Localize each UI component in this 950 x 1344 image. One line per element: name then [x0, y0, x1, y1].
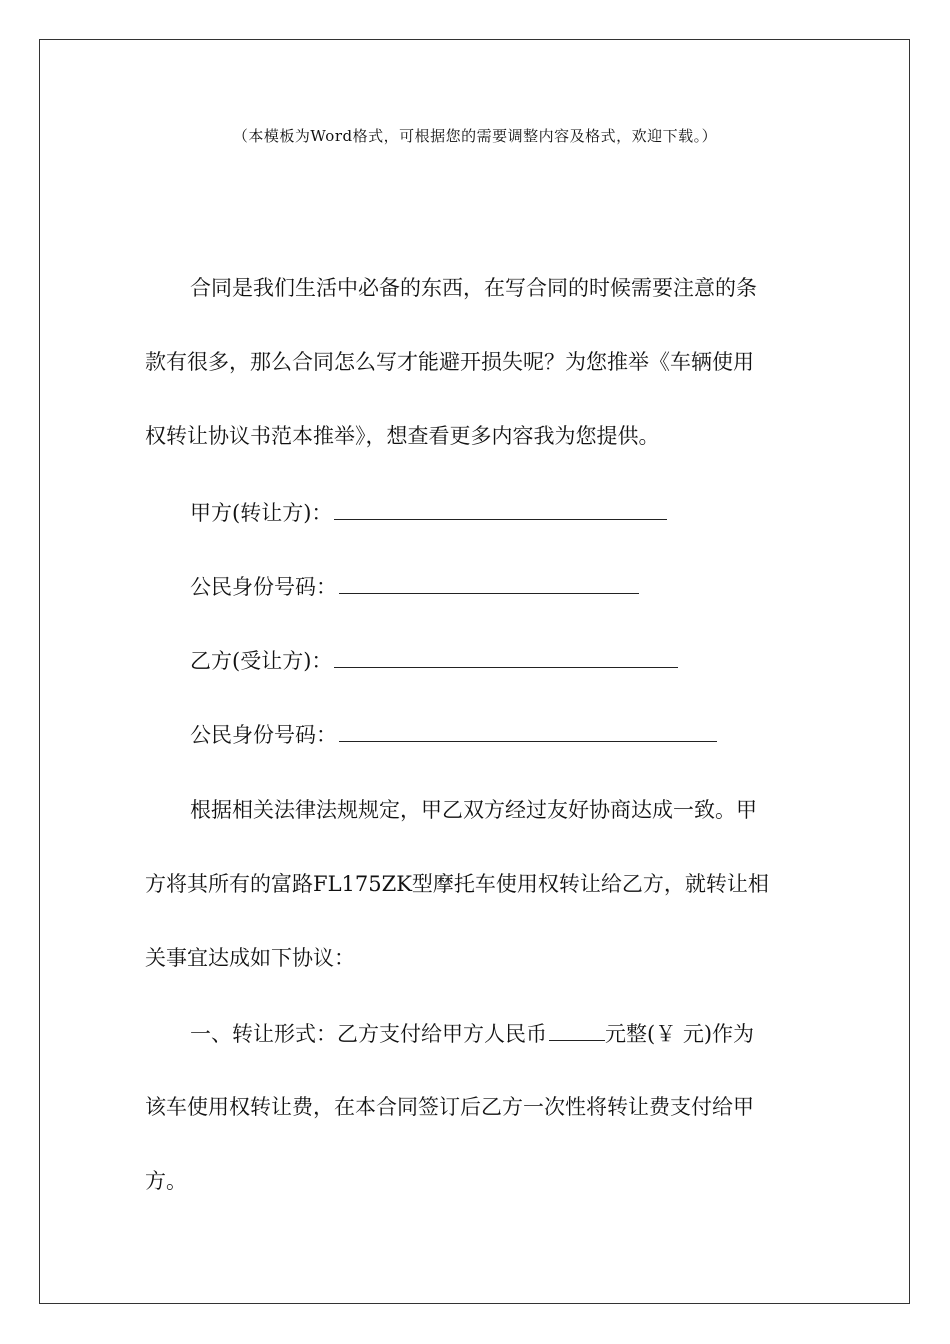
- clause-1-line-2: 该车使用权转让费，在本合同签订后乙方一次性将转让费支付给甲: [145, 1095, 754, 1119]
- intro-line-3: 权转让协议书范本推举》，想查看更多内容我为您提供。: [145, 424, 660, 448]
- party-a-label: 甲方(转让方)：: [190, 501, 333, 525]
- party-b-id-blank[interactable]: [339, 719, 717, 742]
- clause-1-pre: 一、转让形式：乙方支付给甲方人民币: [190, 1022, 547, 1046]
- agreement-line-3: 关事宜达成如下协议：: [145, 946, 355, 970]
- clause-1-line-1: [145, 1018, 754, 1049]
- clause-1-post: 元整(￥ 元)作为: [605, 1022, 755, 1046]
- agreement-line-2: 方将其所有的富路FL175ZK型摩托车使用权转让给乙方，就转让相: [145, 872, 769, 896]
- party-b-row: [145, 645, 678, 676]
- template-note: （本模板为Word格式，可根据您的需要调整内容及格式，欢迎下载。）: [232, 127, 718, 145]
- amount-blank[interactable]: [549, 1018, 605, 1041]
- agreement-line-1: 根据相关法律法规规定，甲乙双方经过友好协商达成一致。甲: [190, 798, 757, 822]
- party-b-blank[interactable]: [334, 645, 678, 668]
- clause-1-line-3: 方。: [145, 1169, 187, 1193]
- party-a-id-label: 公民身份号码：: [190, 575, 337, 599]
- party-a-id-blank[interactable]: [339, 571, 639, 594]
- party-a-row: [145, 497, 667, 528]
- intro-line-1: 合同是我们生活中必备的东西，在写合同的时候需要注意的条: [190, 276, 757, 300]
- party-b-id-label: 公民身份号码：: [190, 723, 337, 747]
- party-b-label: 乙方(受让方)：: [190, 649, 333, 673]
- party-a-id-row: [145, 571, 639, 602]
- party-b-id-row: [145, 719, 717, 750]
- party-a-blank[interactable]: [334, 497, 667, 520]
- intro-line-2: 款有很多，那么合同怎么写才能避开损失呢？为您推举《车辆使用: [145, 350, 754, 374]
